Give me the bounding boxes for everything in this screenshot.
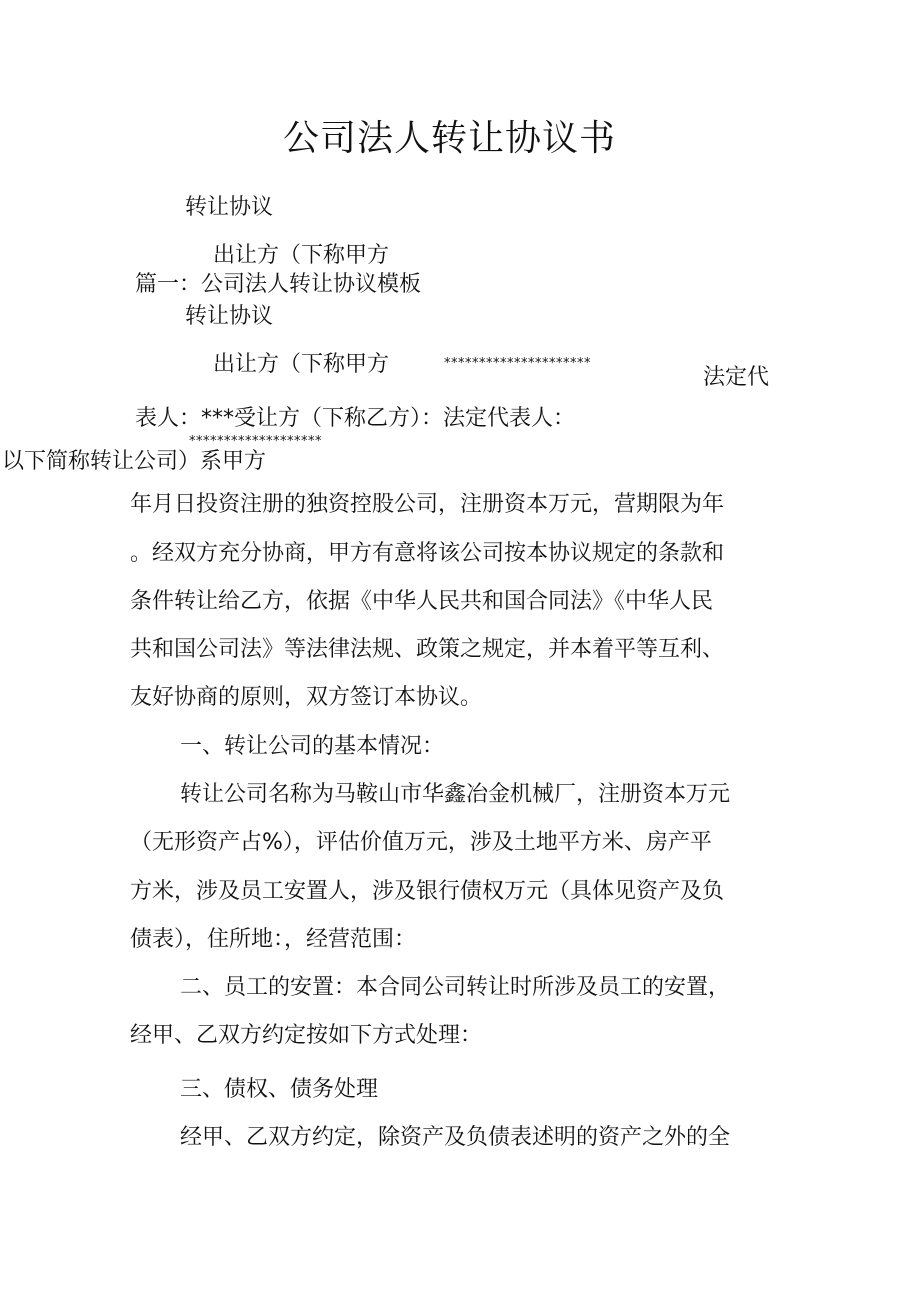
section-3-heading: 三、债权、债务处理 xyxy=(180,1077,379,1102)
paragraph-3-line-1: 经甲、乙双方约定，除资产及负债表述明的资产之外的全 xyxy=(180,1125,731,1150)
heading-transfer-agreement-2: 转让协议 xyxy=(185,304,274,329)
section-1-heading: 一、转让公司的基本情况： xyxy=(180,734,445,759)
transferor-line-2: 出让方（下称甲方 xyxy=(213,352,390,377)
representative-line: 表人：***受让方（下称乙方）：法定代表人： xyxy=(135,406,576,431)
paragraph-2-line-2: （无形资产占%），评估价值万元，涉及土地平方米、房产平 xyxy=(130,830,712,855)
company-abbr-line: 以下简称转让公司）系甲方 xyxy=(2,449,267,474)
section-2-line-2: 经甲、乙双方约定按如下方式处理： xyxy=(130,1023,483,1048)
section-2-line-1: 二、员工的安置：本合同公司转让时所涉及员工的安置， xyxy=(180,975,731,1000)
paragraph-1-line-1: 年月日投资注册的独资控股公司，注册资本万元，营期限为年 xyxy=(130,492,725,517)
paragraph-1-line-3: 条件转让给乙方，依据《中华人民共和国合同法》《中华人民 xyxy=(130,589,714,614)
paragraph-2-line-3: 方米，涉及员工安置人，涉及银行债权万元（具体见资产及负 xyxy=(130,879,725,904)
document-title: 公司法人转让协议书 xyxy=(283,118,617,159)
paragraph-1-line-2: 。经双方充分协商，甲方有意将该公司按本协议规定的条款和 xyxy=(130,541,725,566)
transferor-redacted-name: ********************* xyxy=(444,356,591,371)
transferor-line: 出让方（下称甲方 xyxy=(213,243,390,268)
legal-rep-label-fragment: 法定代 xyxy=(703,365,770,390)
paragraph-1-line-4: 共和国公司法》等法律法规、政策之规定，并本着平等互利、 xyxy=(130,637,725,662)
transferee-redacted-name: ******************* xyxy=(189,434,322,449)
paragraph-2-line-1: 转让公司名称为马鞍山市华鑫冶金机械厂，注册资本万元 xyxy=(180,782,731,807)
paragraph-1-line-5: 友好协商的原则，双方签订本协议。 xyxy=(130,685,483,710)
paragraph-2-line-4: 债表），住所地：，经营范围： xyxy=(130,927,417,952)
chapter-one-heading: 篇一：公司法人转让协议模板 xyxy=(135,272,422,297)
heading-transfer-agreement: 转让协议 xyxy=(185,195,274,220)
